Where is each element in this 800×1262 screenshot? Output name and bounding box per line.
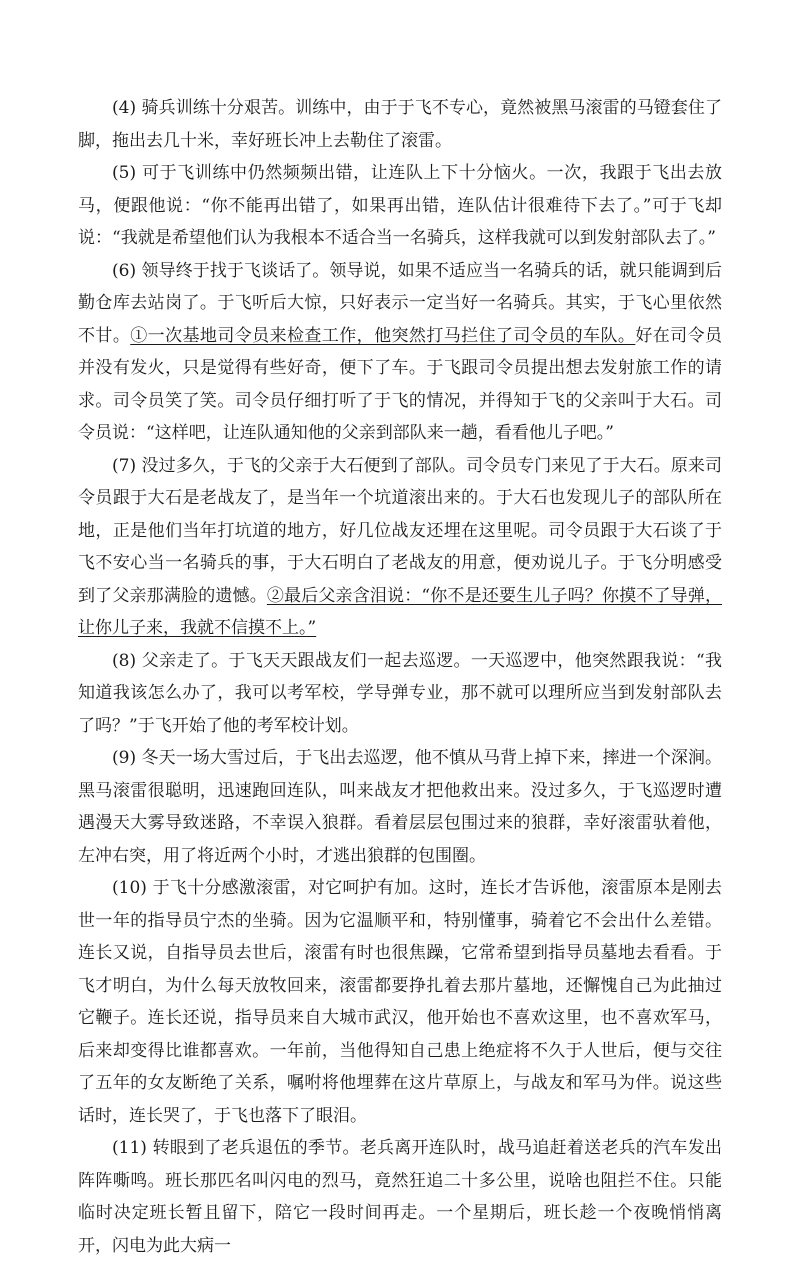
paragraph-9 [78, 742, 722, 872]
paragraph-4-text: (4) 骑兵训练十分艰苦。训练中，由于于飞不专心，竟然被黑马滚雷的马镫套住了脚，拖出去几十米，幸好班长冲上去勒住了滚雷。 [78, 98, 722, 151]
paragraph-6-text-end: 好在司令员并没有发火，只是觉得有些好奇，便下了车。于飞跟司令员提出想去发射旅工作的请求。司令员笑了笑。司令员仔细打听了于飞的情况，并得知于飞的父亲叫于大石。司令员说：“这样吧，让连队通知他的父亲到部队来一趟，看看他儿子吧。” [78, 325, 723, 443]
paragraph-11-text: (11) 转眼到了老兵退伍的季节。老兵离开连队时，战马追赶着送老兵的汽车发出阵阵嘶鸣。班长那匹名叫闪电的烈马，竟然狂追二十多公里，说啥也阻拦不住。只能临时决定班长暂且留下，陪它一段时间再走。一个星期后，班长趁一个夜晚悄悄离开，闪电为此大病一 [78, 1138, 722, 1256]
paragraph-4 [78, 92, 722, 157]
paragraph-5 [78, 157, 722, 255]
paragraph-6-text-start: (6) 领导终于找于飞谈话了。领导说，如果不适应当一名骑兵的话，就只能调到后勤仓库去站岗了。于飞听后大惊，只好表示一定当好一名骑兵。其实，于飞心里依然不甘。 [78, 260, 722, 346]
underlined-sentence-2: ②最后父亲含泪说：“你不是还要生儿子吗？你摸不了导弹，让你儿子来，我就不信摸不上。” [78, 585, 722, 638]
paragraph-8 [78, 645, 722, 743]
paragraph-5-text: (5) 可于飞训练中仍然频频出错，让连队上下十分恼火。一次，我跟于飞出去放马，便跟他说：“你不能再出错了，如果再出错，连队估计很难待下去了。”可于飞却说：“我就是希望他们认为我根本不适合当一名骑兵，这样我就可以到发射部队去了。” [78, 163, 722, 248]
paragraph-10-text: (10) 于飞十分感激滚雷，对它呵护有加。这时，连长才告诉他，滚雷原本是刚去世一年的指导员宁杰的坐骑。因为它温顺平和，特别懂事，骑着它不会出什么差错。连长又说，自指导员去世后，滚雷有时也很焦躁，它常希望到指导员墓地去看看。于飞才明白，为什么每天放牧回来，滚雷都要挣扎着去那片墓地，还懈愧自己为此抽过它鞭子。连长还说，指导员来自大城市武汉，他开始也不喜欢这里，也不喜欢军马，后来却变得比谁都喜欢。一年前，当他得知自己患上绝症将不久于人世后，便与交往了五年的女友断绝了关系，嘱咐将他埋葬在这片草原上，与战友和军马为伴。说这些话时，连长哭了，于飞也落下了眼泪。 [78, 878, 722, 1126]
paragraph-7 [78, 450, 722, 645]
paragraph-8-text: (8) 父亲走了。于飞天天跟战友们一起去巡逻。一天巡逻中，他突然跟我说：“我知道我该怎么办了，我可以考军校，学导弹专业，那不就可以理所应当到发射部队去了吗？”于飞开始了他的考军校计划。 [78, 650, 722, 736]
paragraph-7-text: (7) 没过多久，于飞的父亲于大石便到了部队。司令员专门来见了于大石。原来司令员跟于大石是老战友了，是当年一个坑道滚出来的。于大石也发现儿子的部队所在地，正是他们当年打坑道的地方，好几位战友还埋在这里呢。司令员跟于大石谈了于飞不安心当一名骑兵的事，于大石明白了老战友的用意，便劝说儿子。于飞分明感受到了父亲那满脸的遗憾。 [78, 455, 722, 606]
paragraph-9-text: (9) 冬天一场大雪过后，于飞出去巡逻，他不慎从马背上掉下来，摔进一个深涧。黑马滚雷很聪明，迅速跑回连队，叫来战友才把他救出来。没过多久，于飞巡逻时遭遇漫天大雾导致迷路，不幸误入狼群。看着层层包围过来的狼群，幸好滚雷驮着他，左冲右突，用了将近两个小时，才逃出狼群的包围圈。 [78, 748, 722, 866]
document-body [78, 92, 722, 1262]
paragraph-10 [78, 872, 722, 1132]
paragraph-11 [78, 1132, 722, 1262]
paragraph-6 [78, 255, 722, 450]
underlined-sentence-1: ①一次基地司令员来检查工作，他突然打马拦住了司令员的车队。 [130, 325, 636, 346]
